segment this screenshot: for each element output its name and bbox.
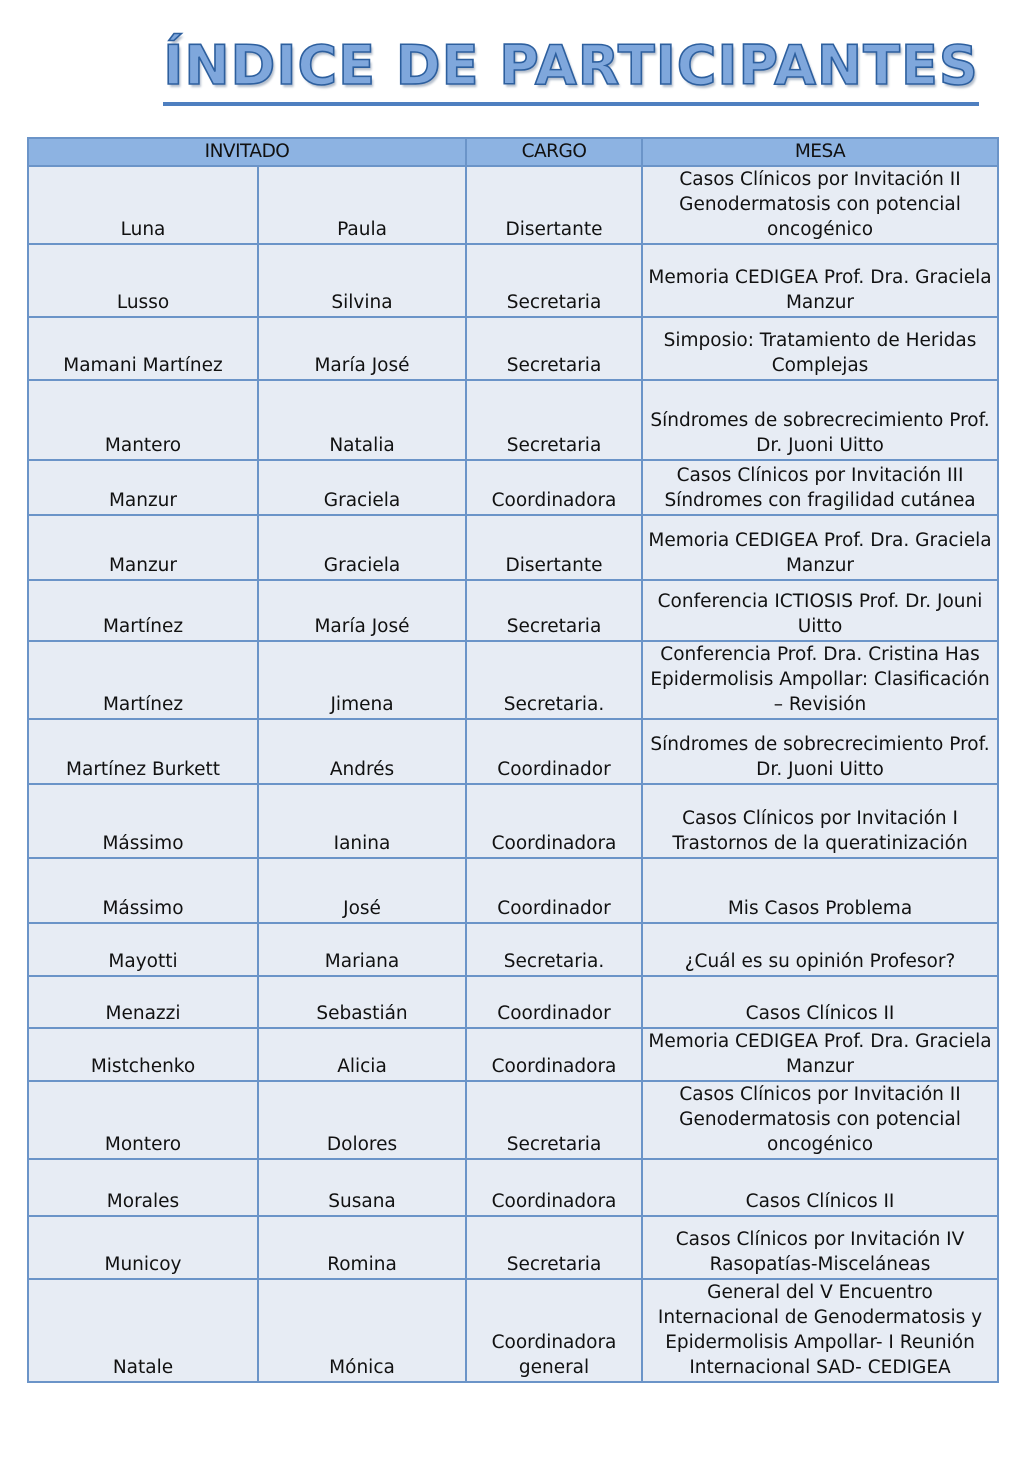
header-row [28,138,998,166]
table-row [28,1159,998,1216]
cell-apellido: Menazzi [28,976,258,1028]
cell-cargo: Coordinadora [466,1159,642,1216]
table-row [28,460,998,515]
cell-nombre: Sebastián [258,976,466,1028]
cell-apellido: Mantero [28,380,258,460]
cell-cargo: Secretaria. [466,641,642,719]
cell-cargo: Secretaria [466,380,642,460]
cell-apellido: Montero [28,1081,258,1159]
cell-mesa: Síndromes de sobrecrecimiento Prof. Dr. Juoni Uitto [642,719,998,784]
cell-mesa: Memoria CEDIGEA Prof. Dra. Graciela Manzur [642,515,998,580]
cell-apellido: Martínez [28,641,258,719]
cell-cargo: Coordinador [466,858,642,923]
table-body [28,166,998,1382]
cell-nombre: María José [258,317,466,380]
table-row [28,976,998,1028]
cell-cargo: Secretaria. [466,923,642,976]
cell-apellido: Natale [28,1279,258,1382]
cell-mesa: ¿Cuál es su opinión Profesor? [642,923,998,976]
cell-nombre: Natalia [258,380,466,460]
cell-cargo: Coordinador [466,976,642,1028]
participants-table [27,137,999,1383]
cell-mesa: Síndromes de sobrecrecimiento Prof. Dr. Juoni Uitto [642,380,998,460]
cell-nombre: Mariana [258,923,466,976]
cell-mesa: Casos Clínicos por Invitación IV Rasopatías-Misceláneas [642,1216,998,1279]
cell-apellido: Manzur [28,515,258,580]
cell-apellido: Mamani Martínez [28,317,258,380]
header-cargo: CARGO [466,138,642,166]
cell-mesa: Casos Clínicos II [642,1159,998,1216]
table-row [28,244,998,317]
table-row [28,1081,998,1159]
cell-nombre: Jimena [258,641,466,719]
cell-mesa: Mis Casos Problema [642,858,998,923]
cell-apellido: Martínez Burkett [28,719,258,784]
cell-nombre: Silvina [258,244,466,317]
cell-mesa: Memoria CEDIGEA Prof. Dra. Graciela Manzur [642,1028,998,1081]
header-invitado: INVITADO [28,138,466,166]
cell-apellido: Martínez [28,580,258,641]
cell-cargo: Coordinadora [466,460,642,515]
cell-nombre: Ianina [258,784,466,858]
cell-nombre: María José [258,580,466,641]
cell-mesa: Conferencia ICTIOSIS Prof. Dr. Jouni Uitto [642,580,998,641]
cell-cargo: Coordinadora general [466,1279,642,1382]
cell-apellido: Mássimo [28,858,258,923]
cell-mesa: Casos Clínicos II [642,976,998,1028]
cell-nombre: Paula [258,166,466,244]
cell-nombre: José [258,858,466,923]
table-row [28,1279,998,1382]
table-row [28,923,998,976]
cell-apellido: Mássimo [28,784,258,858]
cell-nombre: Mónica [258,1279,466,1382]
cell-mesa: Memoria CEDIGEA Prof. Dra. Graciela Manzur [642,244,998,317]
cell-cargo: Disertante [466,166,642,244]
cell-nombre: Dolores [258,1081,466,1159]
table-row [28,719,998,784]
table-row [28,515,998,580]
cell-apellido: Lusso [28,244,258,317]
cell-apellido: Manzur [28,460,258,515]
header-mesa: MESA [642,138,998,166]
cell-cargo: Secretaria [466,580,642,641]
table-row [28,641,998,719]
cell-apellido: Municoy [28,1216,258,1279]
table-row [28,580,998,641]
cell-nombre: Romina [258,1216,466,1279]
cell-mesa: Casos Clínicos por Invitación II Genodermatosis con potencial oncogénico [642,166,998,244]
title-container [0,30,1024,106]
table-row [28,166,998,244]
cell-nombre: Andrés [258,719,466,784]
table-row [28,1028,998,1081]
cell-nombre: Graciela [258,460,466,515]
cell-apellido: Morales [28,1159,258,1216]
cell-cargo: Secretaria [466,244,642,317]
cell-mesa: Casos Clínicos por Invitación I Trastornos de la queratinización [642,784,998,858]
cell-cargo: Secretaria [466,1216,642,1279]
cell-nombre: Susana [258,1159,466,1216]
cell-mesa: Simposio: Tratamiento de Heridas Complejas [642,317,998,380]
cell-nombre: Alicia [258,1028,466,1081]
cell-mesa: General del V Encuentro Internacional de Genodermatosis y Epidermolisis Ampollar- I Reunión Internacional SAD- CEDIGEA [642,1279,998,1382]
cell-cargo: Disertante [466,515,642,580]
table-row [28,1216,998,1279]
page-title: ÍNDICE DE PARTICIPANTES [163,30,978,106]
table-row [28,858,998,923]
cell-mesa: Conferencia Prof. Dra. Cristina Has Epidermolisis Ampollar: Clasificación – Revisión [642,641,998,719]
cell-apellido: Mistchenko [28,1028,258,1081]
cell-mesa: Casos Clínicos por Invitación II Genodermatosis con potencial oncogénico [642,1081,998,1159]
cell-cargo: Secretaria [466,317,642,380]
table-row [28,380,998,460]
cell-apellido: Luna [28,166,258,244]
table-row [28,784,998,858]
cell-cargo: Coordinadora [466,1028,642,1081]
cell-cargo: Coordinador [466,719,642,784]
cell-mesa: Casos Clínicos por Invitación III Síndromes con fragilidad cutánea [642,460,998,515]
cell-cargo: Secretaria [466,1081,642,1159]
cell-cargo: Coordinadora [466,784,642,858]
table-row [28,317,998,380]
cell-apellido: Mayotti [28,923,258,976]
cell-nombre: Graciela [258,515,466,580]
